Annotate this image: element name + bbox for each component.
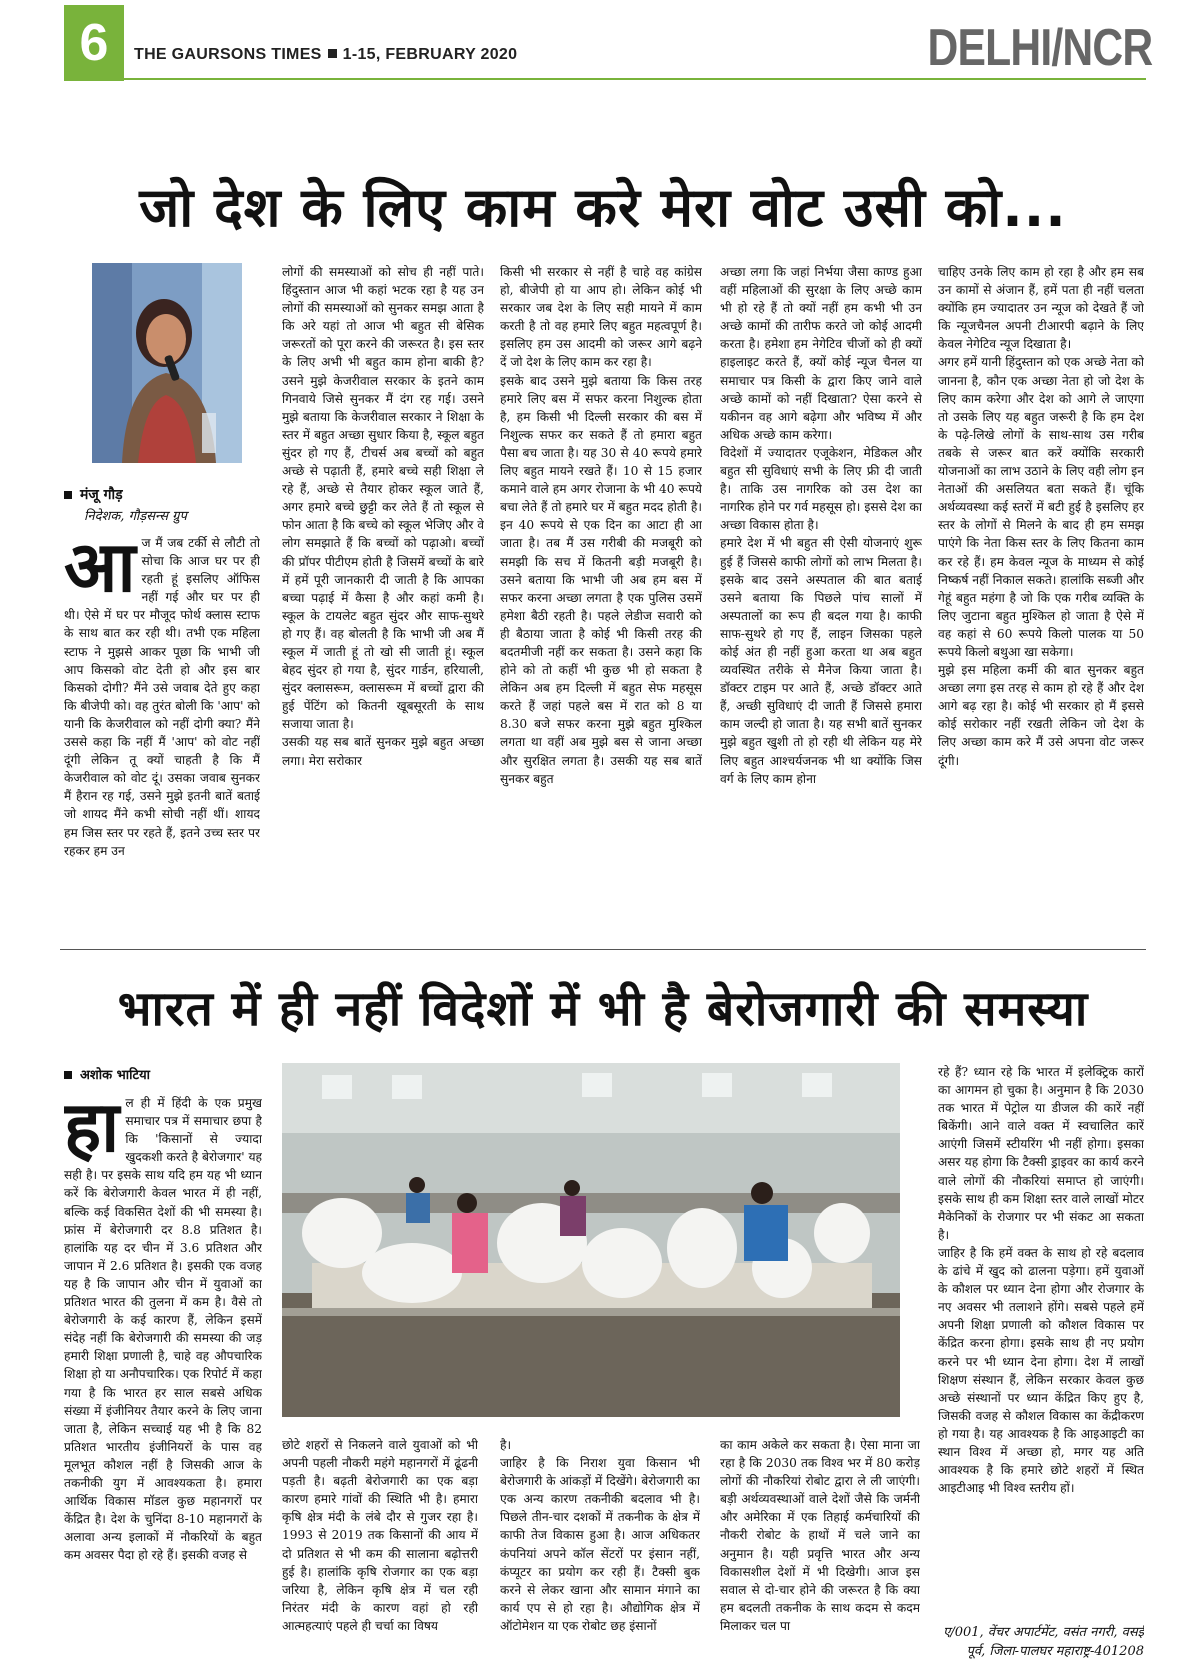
article1-column-5: चाहिए उनके लिए काम हो रहा है और हम सब उन कामों से अंजान हैं, हमें पता ही नहीं चलता क्योंकि हम ज्यादातर उन न्यूज को देखते हैं जो कि न्यूजचैनल अपनी टीआरपी बढ़ाने के लिए केवल नेगेटिव न्यूज दिखाता है। अगर हमें यानी हिंदुस्तान को एक अच्छे नेता को जानना है, कौन एक अच्छा नेता हो जो देश के लिए काम करेगा और देश को आगे ले जाएगा तो उसके लिए यह बहुत जरूरी है कि हम देश के पढ़े-लिखे लोगों के साथ-साथ उस गरीब तबके से जरूर बात करें क्योंकि सरकारी योजनाओं का लाभ उठाने के लिए वही लोग इन नेताओं की असलियत बता सकते हैं। चूंकि अर्थव्यवस्था कई स्तरों में बटी हुई है इसलिए हर स्तर के लोगों से मिलने के बाद ही हम समझ पाएंगे कि नेता किस स्तर के लिए कितना काम कर रहे हैं। हम केवल न्यूज के माध्यम से कोई निष्कर्ष नहीं निकाल सकते। हालांकि सब्जी और गेहूं बहुत महंगा है जो कि एक गरीब व्यक्ति के लिए जुटाना बहुत मुश्किल हो जाता है ऐसे में वह कहां से 60 रूपये किलो पालक या 50 रूपये किलो बथुआ खा सकेगा। मुझे इस महिला कर्मी की बात सुनकर बहुत अच्छा लगा इस तरह से काम हो रहे हैं और देश आगे बढ़ रहा है। कोई भी सरकार हो मैं इससे कोई सरोकार नहीं रखती लेकिन जो देश के लिए अच्छा काम करे मैं उसे अपना वोट जरूर दूंगी। — [938, 265, 1144, 768]
article1-column-1 — [64, 534, 260, 936]
article2-text: ल ही में हिंदी के एक प्रमुख समाचार पत्र में समाचार छपा है कि 'किसानों से ज्यादा खुदकशी करते है बेरोजगार' यह सही है। पर इसके साथ यदि हम यह भी ध्यान करें कि बेरोजगारी केवल भारत में ही नहीं, बल्कि कई विकसित देशों की भी समस्या है। फ्रांस में बेरोजगारी दर 8.8 प्रतिशत है। हालांकि यह दर चीन में 3.6 प्रतिशत और जापान में 2.6 प्रतिशत है। इसकी एक वजह यह है कि जापान और चीन में युवाओं का प्रतिशत भारत की तुलना में कम है। वैसे तो बेरोजगारी के कई कारण हैं, लेकिन इसमें संदेह नहीं कि बेरोजगारी की समस्या की जड़ हमारी शिक्षा प्रणाली है, चाहे वह औपचारिक शिक्षा हो या अनौपचारिक। एक रिपोर्ट में कहा गया है कि भारत हर साल सबसे अधिक संख्या में इंजीनियर तैयार करने के लिए जाना जाता है, लेकिन सच्चाई यह भी है कि 82 प्रतिशत भारतीय इंजीनियरों के पास वह मूलभूत कौशल नहीं है जिसकी आज के तकनीकी युग में आवश्यकता है। हमारा आर्थिक विकास मॉडल कुछ महानगरों पर केंद्रित है। देश के चुनिंदा 8-10 महानगरों के अलावा अन्य इलाकों में नौकरियों के बहुत कम अवसर पैदा हो रहे हैं। इसकी वजह से — [64, 1096, 262, 1563]
article2-column-4: का काम अकेले कर सकता है। ऐसा माना जा रहा है कि 2030 तक विश्व भर में 80 करोड़ लोगों की नौकरियां रोबोट द्वारा ले ली जाएंगी। बड़ी अर्थव्यवस्थाओं वाले देशों जैसे कि जर्मनी और अमेरिका में एक तिहाई कर्मचारियों की नौकरी रोबोट के हाथों में चले जाने का अनुमान है। यही प्रवृत्ति भारत और अन्य विकासशील देशों में भी दिखेगी। आज इस सवाल से दो-चार होने की जरूरत है कि क्या हम बदलती तकनीक के साथ कदम से कदम मिलाकर चल पा — [720, 1438, 920, 1633]
article-divider — [60, 949, 1146, 950]
author-title: निदेशक, गौड़सन्स ग्रुप — [84, 509, 187, 524]
author-photo — [92, 263, 242, 463]
masthead-rule — [124, 78, 1146, 80]
square-bullet-icon — [328, 49, 337, 58]
page-number: 6 — [64, 5, 124, 81]
article2-column-1 — [64, 1094, 262, 1674]
paper-name: THE GAURSONS TIMES — [134, 46, 322, 63]
article1-column-4: अच्छा लगा कि जहां निर्भया जैसा काण्ड हुआ वहीं महिलाओं की सुरक्षा के लिए अच्छे काम भी हो रहे हैं तो क्यों नहीं हम कभी भी उन अच्छे कामों की तारीफ करते जो कोई आदमी करता है। हमेशा हम नेगेटिव चीजों को ही क्यों हाइलाइट करते हैं, क्यों कोई न्यूज चैनल या समाचार पत्र किसी के द्वारा किए जाने वाले अच्छे कामों को नहीं दिखाता? ऐसा करने से यकीनन वह आगे बढ़ेगा और भविष्य में और अधिक अच्छे काम करेगा। विदेशों में ज्यादातर एजूकेशन, मेडिकल और बहुत सी सुविधाएं सभी के लिए फ्री दी जाती है। ताकि उस नागरिक को उस देश का नागरिक होने पर गर्व महसूस हो। इससे देश का अच्छा विकास होता है। हमारे देश में भी बहुत सी ऐसी योजनाएं शुरू हुई हैं जिससे काफी लोगों को लाभ मिलता है। इसके बाद उसने अस्पताल की बात बताई उसने बताया कि पिछले पांच सालों में अस्पतालों का रूप ही बदल गया है। काफी साफ-सुथरे हो गए हैं, लाइन जिसका पहले कोई अंत ही नहीं हुआ करता था अब बहुत व्यवस्थित तरीके से मैनेज किया जाता है। डॉक्टर टाइम पर आते हैं, अच्छे डॉक्टर आते हैं, अच्छी सुविधाएं दी जाती हैं जिससे हमारा काम जल्दी हो जाता है। यह सभी बातें सुनकर मुझे बहुत खुशी तो हो रही थी लेकिन यह मेरे लिए बहुत आश्चर्यजनक भी था क्योंकि जिस वर्ग के लिए काम होना — [720, 265, 922, 786]
factory-photo — [282, 1063, 900, 1417]
article2-byline — [64, 1064, 264, 1083]
author-name: अशोक भाटिया — [80, 1068, 150, 1083]
article2-headline: भारत में ही नहीं विदेशों में भी है बेरोजगारी की समस्या — [117, 981, 1089, 1037]
article2-column-3: है। जाहिर है कि निराश युवा किसान भी बेरोजगारी के आंकड़ों में दिखेंगे। बेरोजगारी का एक अन्य कारण तकनीकी बदलाव भी है। पिछले तीन-चार दशकों में तकनीक के क्षेत्र में काफी तेज विकास हुआ है। आज अधिकतर कंपनियां अपने कॉल सेंटरों पर इंसान नहीं, कंप्यूटर का प्रयोग कर रही हैं। टैक्सी बुक करने से लेकर खाना और सामान मंगाने का कार्य एप से हो रहा है। औद्योगिक क्षेत्र में ऑटोमेशन या एक रोबोट छह इंसानों — [500, 1438, 700, 1633]
article2-column-5: रहे हैं? ध्यान रहे कि भारत में इलेक्ट्रिक कारों का आगमन हो चुका है। अनुमान है कि 2030 तक भारत में पेट्रोल या डीजल की कारें नहीं बिकेंगी। आने वाले वक्त में स्वचालित कारें आएंगी जिसमें स्टीयरिंग भी नहीं होगा। इसका असर यह होगा कि टैक्सी ड्राइवर का कार्य करने वाले लोगों की नौकरियां समाप्त हो जाएंगी। इसके साथ ही कम शिक्षा स्तर वाले लाखों मोटर मैकेनिकों के रोजगार पर भी संकट आ सकता है। जाहिर है कि हमें वक्त के साथ हो रहे बदलाव के ढांचे में खुद को ढालना पड़ेगा। हमें युवाओं के कौशल पर ध्यान देना होगा और रोजगार के नए अवसर भी तलाशने होंगे। सबसे पहले हमें अपनी शिक्षा प्रणाली को कौशल विकास पर केंद्रित करना होगा। इसके साथ ही नए प्रयोग करने पर भी ध्यान देना होगा। देश में लाखों शिक्षण संस्थान हैं, लेकिन सरकार केवल कुछ अच्छे संस्थानों पर ध्यान केंद्रित किए हुए है, जिसकी वजह से कौशल विकास का केंद्रीकरण हो गया है। यह आवश्यक है कि आइआइटी का स्थान विश्व में अच्छा हो, मगर यह अति आवश्यक है कि हमारे छोटे शहरों में स्थित आइटीआइ भी विश्व स्तरीय हों। — [938, 1065, 1144, 1496]
article1-headline: जो देश के लिए काम करे मेरा वोट उसी को... — [139, 176, 1067, 239]
author-address: ए/001, वेंचर अपार्टमेंट, वसंत नगरी, वसई पूर्व, जिला-पालघर महाराष्ट्र-401208 — [943, 1625, 1144, 1659]
article1-column-2: लोगों की समस्याओं को सोच ही नहीं पाते। हिंदुस्तान आज भी कहां भटक रहा है यह उन लोगों की समस्याओं को सुनकर समझ आता है कि अरे यहां तो आज भी बहुत सी बेसिक जरूरतों को पूरा करने की जरूरत है। इस स्तर के लिए अभी भी बहुत काम होना बाकी है? उसने मुझे केजरीवाल सरकार के इतने काम गिनवाये जिसे सुनकर मैं दंग रह गई। उसने मुझे बताया कि केजरीवाल सरकार ने शिक्षा के स्तर में बहुत अच्छा सुधार किया है, स्कूल बहुत सुंदर हो गए हैं, टीचर्स अब बच्चों को बहुत अच्छे से पढ़ाती हैं, हमारे बच्चे सही शिक्षा ले रहे हैं, अच्छे से तैयार होकर स्कूल जाते हैं, अगर हमारे बच्चे छुट्टी कर लेते हैं तो स्कूल से फोन आता है कि बच्चे को स्कूल भेजिए और वे लोग समझाते हैं कि बच्चों को पढ़ाओ। बच्चों की प्रॉपर पीटीएम होती है जिसमें बच्चों के बारे में हमें पूरी जानकारी दी जाती है कि आपका बच्चा पढ़ाई में कैसा है और कहां कमी है। स्कूल के टायलेट बहुत सुंदर और साफ-सुथरे हो गए हैं। वह बोलती है कि भाभी जी अब मैं स्कूल में जाती हूं तो खो सी जाती हूं। स्कूल बेहद सुंदर हो गया है, सुंदर गार्डन, हरियाली, सुंदर क्लासरूम, क्लासरूम में बच्चों द्वारा की हुई पेंटिंग को कितनी खूबसूरती के साथ सजाया जाता है। उसकी यह सब बातें सुनकर मुझे बहुत अच्छा लगा। मेरा सरोकार — [282, 265, 484, 768]
article1-column-3: किसी भी सरकार से नहीं है चाहे वह कांग्रेस हो, बीजेपी हो या आप हो। लेकिन कोई भी सरकार जब देश के लिए सही मायने में काम करती है तो वह हमारे लिए बहुत महत्वपूर्ण है। इसलिए हम उस आदमी को जरूर आगे बढ़ने दें जो देश के लिए काम कर रहा है। इसके बाद उसने मुझे बताया कि किस तरह हमारे लिए बस में सफर करना निशुल्क होता है, हम किसी भी दिल्ली सरकार की बस में निशुल्क सफर कर सकते हैं तो हमारा बहुत पैसा बच जाता है। यह 30 से 40 रूपये हमारे लिए बहुत मायने रखते हैं। 10 से 15 हजार कमाने वाले हम अगर रोजाना के भी 40 रूपये बचा लेते हैं तो हमारे घर में बहुत मदद होती है। इन 40 रूपये से एक दिन का आटा ही आ जाता है। तब मैं उस गरीबी की मजबूरी को समझी कि सच में कितनी बड़ी मजबूरी है। उसने बताया कि भाभी जी अब हम बस में सफर करना अच्छा लगता है एक पुलिस उसमें हमेशा बैठी रहती है। पहले लेडीज सवारी को ही बैठाया जाता है कोई भी किसी तरह की बदतमीजी नहीं कर सकता है। उसने कहा कि होने को तो कहीं भी कुछ भी हो सकता है लेकिन अब हम दिल्ली में बहुत सेफ महसूस करते हैं जहां पहले बस में रात को 8 या 8.30 बजे सफर करना मुझे बहुत मुश्किल लगता था वहीं अब मुझे बस से जाना अच्छा और सुरक्षित लगता है। उसकी यह सब बातें सुनकर बहुत — [500, 265, 702, 786]
masthead — [134, 46, 517, 64]
article1-text: ज मैं जब टर्की से लौटी तो सोचा कि आज घर पर ही रहती हूं इसलिए ऑफिस नहीं गई और घर पर ही थी। ऐसे में घर पर मौजूद फोर्थ क्लास स्टाफ के साथ बात कर रही थी। तभी एक महिला स्टाफ ने मुझसे आकर पूछा कि भाभी जी आप किसको वोट देती हो और इस बार किसको दोगी? मैंने उसे जवाब देते हुए कहा कि बीजेपी को। वह तुरंत बोली कि 'आप' को यानी कि केजरीवाल को नहीं दोगी क्या? मैंने उससे कहा कि नहीं मैं 'आप' को वोट नहीं दूंगी लेकिन तू क्यों चाहती है कि मैं केजरीवाल को वोट दूं। उसका जवाब सुनकर मैं हैरान रह गई, उसने मुझे इतनी बातें बताई जो शायद मैंने कभी सोची नहीं थीं। शायद हम जिस स्तर पर रहते हैं, इतने उच्च स्तर पर रहकर हम उन — [64, 536, 260, 858]
section-title: DELHI/NCR — [927, 19, 1153, 77]
square-bullet-icon — [64, 1071, 72, 1079]
square-bullet-icon — [64, 491, 72, 499]
article2-column-2: छोटे शहरों से निकलने वाले युवाओं को भी अपनी पहली नौकरी महंगे महानगरों में ढूंढनी पड़ती है। बढ़ती बेरोजगारी का एक बड़ा कारण हमारे गांवों की स्थिति भी है। हमारा कृषि क्षेत्र मंदी के लंबे दौर से गुजर रहा है। 1993 से 2019 तक किसानों की आय में दो प्रतिशत से भी कम की सालाना बढ़ोत्तरी हुई है। हालांकि कृषि रोजगार का एक बड़ा जरिया है, लेकिन कृषि क्षेत्र में चल रही निरंतर मंदी के कारण वहां हो रही आत्महत्याएं पहले ही चर्चा का विषय — [282, 1438, 478, 1633]
dropcap: हा — [64, 1094, 120, 1168]
article1-byline — [64, 484, 244, 524]
dropcap: आ — [64, 534, 136, 608]
author-name: मंजू गौड़ — [80, 487, 123, 503]
issue-date: 1-15, FEBRUARY 2020 — [342, 46, 518, 63]
